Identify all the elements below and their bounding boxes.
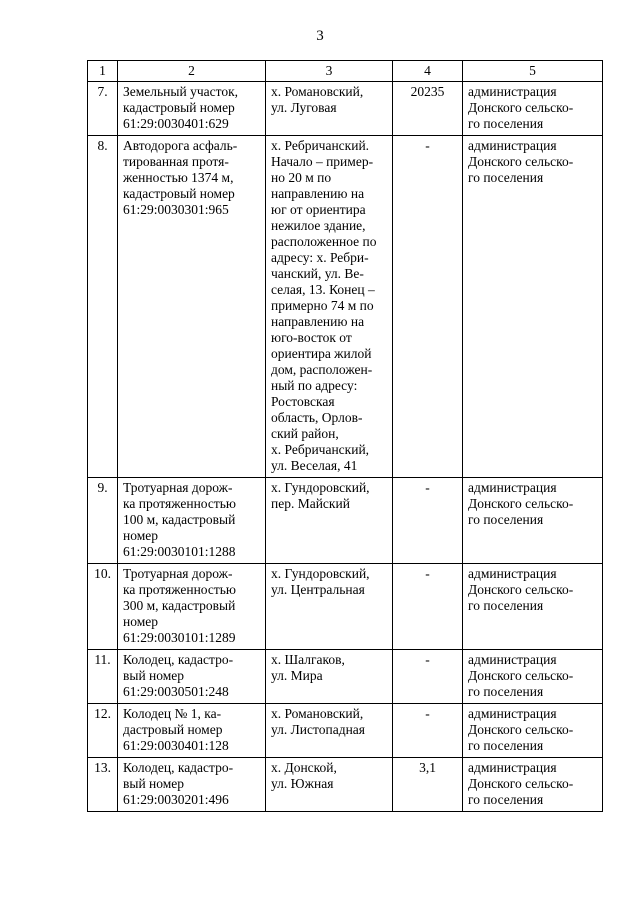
object-area: - xyxy=(393,478,463,564)
object-holder: администрация Донского сельско- го поселения xyxy=(463,136,603,478)
object-address: х. Романовский, ул. Луговая xyxy=(266,82,393,136)
object-name: Колодец, кадастро- вый номер 61:29:0030501:248 xyxy=(118,650,266,704)
row-number: 8. xyxy=(88,136,118,478)
header-col-4: 4 xyxy=(393,61,463,82)
object-holder: администрация Донского сельско- го поселения xyxy=(463,650,603,704)
object-address: х. Гундоровский, пер. Майский xyxy=(266,478,393,564)
table-row xyxy=(88,82,603,136)
header-col-3: 3 xyxy=(266,61,393,82)
object-holder: администрация Донского сельско- го поселения xyxy=(463,564,603,650)
page-number: 3 xyxy=(316,28,324,44)
object-area: - xyxy=(393,564,463,650)
object-name: Тротуарная дорож- ка протяженностью 300 м, кадастровый номер 61:29:0030101:1289 xyxy=(118,564,266,650)
object-area: - xyxy=(393,136,463,478)
table-header-row xyxy=(88,61,603,82)
row-number: 7. xyxy=(88,82,118,136)
row-number: 10. xyxy=(88,564,118,650)
table-row xyxy=(88,564,603,650)
table-row xyxy=(88,478,603,564)
object-name: Тротуарная дорож- ка протяженностью 100 м, кадастровый номер 61:29:0030101:1288 xyxy=(118,478,266,564)
property-registry-table xyxy=(87,60,603,812)
object-address: х. Романовский, ул. Листопадная xyxy=(266,704,393,758)
object-name: Автодорога асфаль- тированная протя- женностью 1374 м, кадастровый номер 61:29:0030301:965 xyxy=(118,136,266,478)
object-holder: администрация Донского сельско- го поселения xyxy=(463,478,603,564)
row-number: 9. xyxy=(88,478,118,564)
row-number: 11. xyxy=(88,650,118,704)
table-row xyxy=(88,758,603,812)
row-number: 13. xyxy=(88,758,118,812)
table-row xyxy=(88,650,603,704)
row-number: 12. xyxy=(88,704,118,758)
object-area: - xyxy=(393,650,463,704)
header-col-2: 2 xyxy=(118,61,266,82)
object-area: 20235 xyxy=(393,82,463,136)
object-name: Колодец № 1, ка- дастровый номер 61:29:0030401:128 xyxy=(118,704,266,758)
object-name: Колодец, кадастро- вый номер 61:29:0030201:496 xyxy=(118,758,266,812)
object-address: х. Ребричанский. Начало – пример- но 20 м по направлению на юг от ориентира нежилое здание, расположенное по адресу: х. Ребри- чанский, ул. Ве- селая, 13. Конец – примерно 74 м по направлению на юго-восток от ориентира жилой дом, расположен- ный по адресу: Ростовская область, Орлов- ский район, х. Ребричанский, ул. Веселая, 41 xyxy=(266,136,393,478)
object-holder: администрация Донского сельско- го поселения xyxy=(463,82,603,136)
table-row xyxy=(88,136,603,478)
object-holder: администрация Донского сельско- го поселения xyxy=(463,704,603,758)
object-address: х. Донской, ул. Южная xyxy=(266,758,393,812)
object-address: х. Шалгаков, ул. Мира xyxy=(266,650,393,704)
header-col-1: 1 xyxy=(88,61,118,82)
object-holder: администрация Донского сельско- го поселения xyxy=(463,758,603,812)
object-address: х. Гундоровский, ул. Центральная xyxy=(266,564,393,650)
object-area: - xyxy=(393,704,463,758)
table-row xyxy=(88,704,603,758)
object-area: 3,1 xyxy=(393,758,463,812)
header-col-5: 5 xyxy=(463,61,603,82)
object-name: Земельный участок, кадастровый номер 61:29:0030401:629 xyxy=(118,82,266,136)
